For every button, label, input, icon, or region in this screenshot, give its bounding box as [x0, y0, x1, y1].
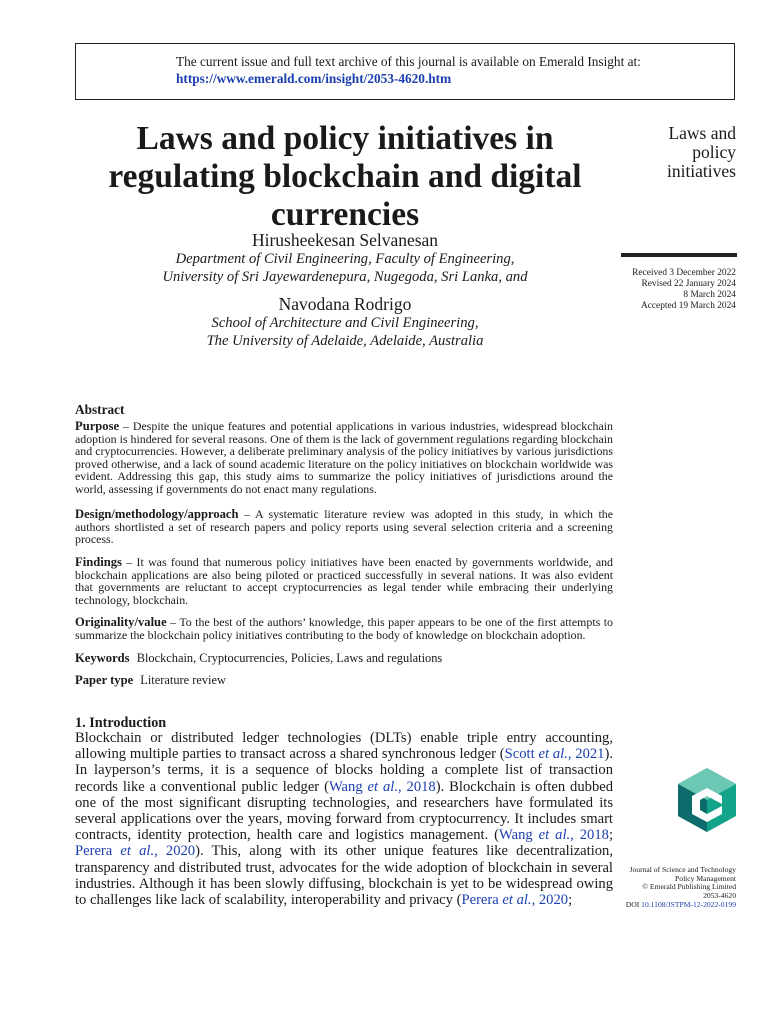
keywords-label: Keywords: [75, 651, 130, 665]
keywords: [75, 651, 442, 666]
side-divider: [621, 253, 737, 257]
author-affiliation-2: [75, 314, 615, 350]
citation-link[interactable]: Wang et al., 2018: [499, 827, 609, 844]
findings-text: – It was found that numerous policy initiatives have been enacted by governments worldwide, and blockchain applications are also being piloted or practiced successfully in several nations. It was also evident that governments are reluctant to accept cryptocurrencies as legal tender while embracing their underlying technology, blockchain.: [75, 555, 613, 607]
abstract-purpose: [75, 420, 613, 496]
originality-text: – To the best of the authors’ knowledge, this paper appears to be one of the first attempts to summarize the blockchain policy initiatives contributing to the body of knowledge on blockchain adoption.: [75, 615, 613, 642]
running-title: [596, 124, 736, 181]
affiliation-line: The University of Adelaide, Adelaide, Australia: [206, 333, 484, 349]
abstract-heading: Abstract: [75, 402, 125, 417]
citation-link[interactable]: Perera et al., 2020: [461, 892, 569, 909]
doi-link[interactable]: 10.1108/JSTPM-12-2022-0199: [641, 899, 736, 909]
date-accepted: Accepted 19 March 2024: [640, 301, 736, 311]
citation-link[interactable]: Wang et al., 2018: [328, 778, 436, 795]
intro-text: Blockchain or distributed ledger technologies (DLTs) enable triple entry accounting, allowing multiple parties to transact across a shared synchronous ledger (: [75, 730, 613, 763]
purpose-label: Purpose: [75, 419, 120, 433]
journal-name: Journal of Science and Technology: [629, 865, 736, 874]
publisher: © Emerald Publishing Limited: [642, 882, 736, 892]
findings-label: Findings: [75, 555, 122, 569]
abstract-design: [75, 508, 613, 546]
paper-title: Laws and policy initiatives in regulating blockchain and digital currencies: [108, 120, 582, 233]
paper-type-text: Literature review: [140, 673, 226, 687]
running-title-line: initiatives: [666, 161, 736, 181]
citation-link[interactable]: Scott et al., 2021: [504, 746, 605, 763]
paper-type-label: Paper type: [75, 673, 134, 687]
intro-text: ). In layperson’s terms, it is a sequence of blocks holding a complete list of transaction records like a conventional public ledger (: [75, 746, 613, 795]
introduction-paragraph: [75, 730, 613, 908]
originality-label: Originality/value: [75, 615, 167, 629]
doi-label: DOI: [625, 899, 642, 909]
intro-text: ). Blockchain is often dubbed one of the most significant disrupting technologies, and researchers have formulated its several applications over the years, moving forward from cryptocurrency. It includes smart contracts, identity protection, health care and logistics management. (: [75, 778, 614, 844]
affiliation-line: University of Sri Jayewardenepura, Nugegoda, Sri Lanka, and: [162, 269, 528, 285]
section-heading-introduction: 1. Introduction: [75, 715, 167, 731]
author-name-2: Navodana Rodrigo: [278, 294, 412, 314]
journal-name-2: Policy Management: [675, 873, 736, 883]
author-affiliation-1: [75, 250, 615, 286]
affiliation-line: Department of Civil Engineering, Faculty of Engineering,: [175, 251, 515, 267]
journal-url-link[interactable]: https://www.emerald.com/insight/2053-4620.htm: [176, 71, 452, 86]
doi-line: [536, 901, 736, 910]
keywords-text: Blockchain, Cryptocurrencies, Policies, Laws and regulations: [136, 651, 443, 665]
design-text: – A systematic literature review was adopted in this study, in which the authors shortlisted a set of research papers and policy reports using several selection criteria and a screening process.: [75, 507, 613, 547]
date-revised: Revised 22 January 2024: [641, 279, 736, 289]
author-name-1: Hirusheekesan Selvanesan: [251, 230, 439, 250]
issn: 2053-4620: [703, 891, 736, 901]
citation-link[interactable]: Perera et al., 2020: [75, 843, 196, 860]
abstract-findings: [75, 556, 613, 606]
intro-text: ;: [568, 892, 573, 909]
abstract-originality: [75, 616, 613, 641]
intro-text: ). This, along with its other unique features like decentralization, transparency and distributed trust, advocates for the wide adoption of blockchain in several industries. Although it has been slowly diffusing, blockchain is yet to be widespread owing to challenges like lack of scalability, interoperability and privacy (: [75, 843, 614, 909]
paper-type: [75, 673, 226, 688]
intro-text: ;: [608, 827, 614, 844]
running-title-line: Laws and: [668, 123, 736, 143]
affiliation-line: School of Architecture and Civil Engineering,: [211, 315, 479, 331]
emerald-logo-icon: [676, 766, 738, 846]
design-label: Design/methodology/approach: [75, 507, 239, 521]
purpose-text: – Despite the unique features and potential applications in various industries, widespread blockchain adoption is hindered for several reasons. One of them is the lack of government regulations regarding blockchain and cryptocurrencies. However, a deliberate preliminary analysis of the policy initiatives by various jurisdictions proved otherwise, and a lack of sound academic literature on the policy initiatives on blockchain worldwide was evident. Addressing this gap, this study aims to summarize the policy initiatives of jurisdictions around the world, assessing if governments do not enact many regulations.: [75, 419, 613, 496]
date-received: Received 3 December 2022: [632, 268, 736, 278]
journal-archive-banner: [75, 43, 735, 100]
banner-text: The current issue and full text archive of this journal is available on Emerald Insight at:: [176, 54, 641, 69]
journal-info: [536, 866, 736, 910]
date-revised-2: 8 March 2024: [683, 290, 736, 300]
history-dates: [536, 268, 736, 312]
running-title-line: policy: [692, 142, 736, 162]
